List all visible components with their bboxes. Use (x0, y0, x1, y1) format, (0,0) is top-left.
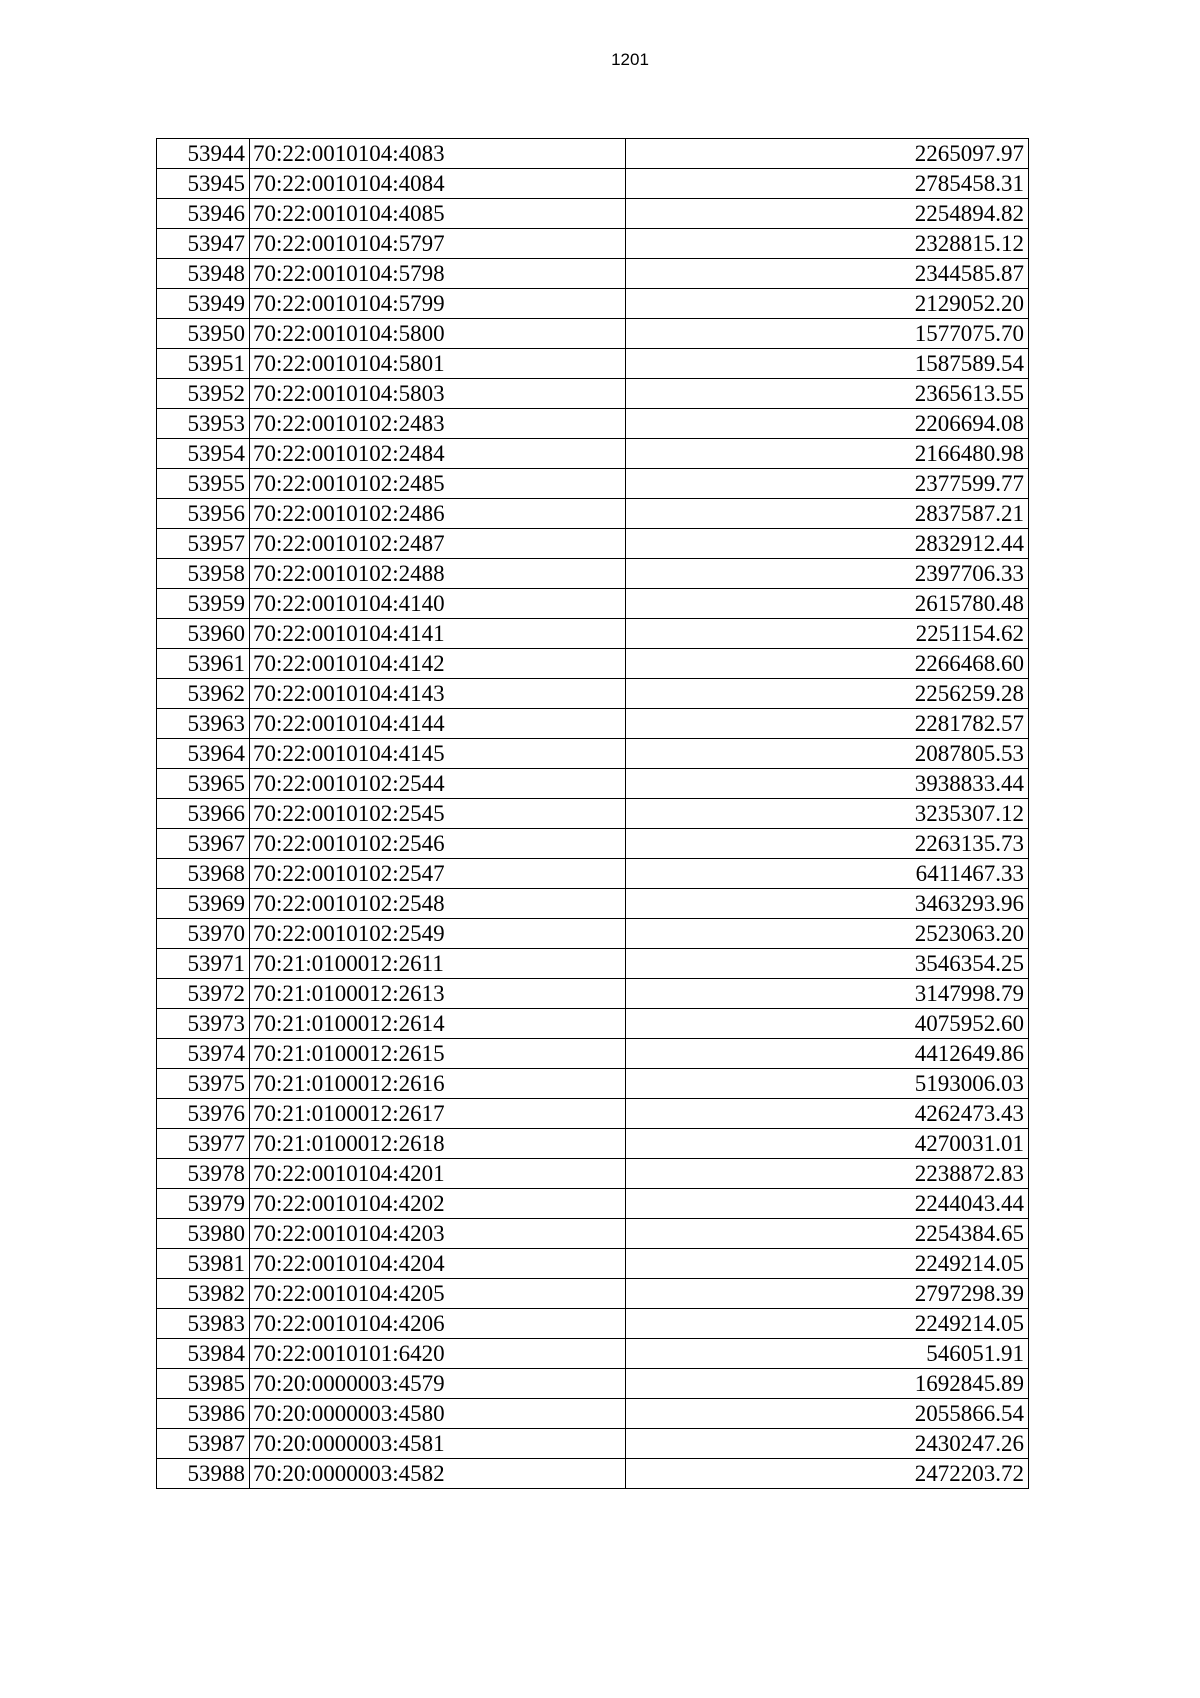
cadastral-number-cell: 70:21:0100012:2616 (250, 1069, 626, 1099)
cadastral-number-cell: 70:22:0010104:4083 (250, 139, 626, 169)
row-number-cell: 53973 (157, 1009, 250, 1039)
table-row (157, 1339, 1029, 1369)
row-number-cell: 53966 (157, 799, 250, 829)
table-row (157, 1039, 1029, 1069)
table-row (157, 139, 1029, 169)
cadastral-value-cell: 2254384.65 (626, 1219, 1029, 1249)
cadastral-number-cell: 70:22:0010102:2547 (250, 859, 626, 889)
cadastral-value-cell: 2206694.08 (626, 409, 1029, 439)
cadastral-number-cell: 70:20:0000003:4580 (250, 1399, 626, 1429)
cadastral-number-cell: 70:22:0010104:4202 (250, 1189, 626, 1219)
row-number-cell: 53946 (157, 199, 250, 229)
cadastral-value-cell: 2238872.83 (626, 1159, 1029, 1189)
row-number-cell: 53977 (157, 1129, 250, 1159)
cadastral-value-cell: 2837587.21 (626, 499, 1029, 529)
table-row (157, 919, 1029, 949)
cadastral-value-cell: 2087805.53 (626, 739, 1029, 769)
cadastral-number-cell: 70:22:0010104:4145 (250, 739, 626, 769)
row-number-cell: 53954 (157, 439, 250, 469)
table-row (157, 1459, 1029, 1489)
cadastral-value-cell: 3938833.44 (626, 769, 1029, 799)
cadastral-value-cell: 2251154.62 (626, 619, 1029, 649)
row-number-cell: 53972 (157, 979, 250, 1009)
row-number-cell: 53944 (157, 139, 250, 169)
table-row (157, 649, 1029, 679)
cadastral-value-cell: 2785458.31 (626, 169, 1029, 199)
cadastral-value-cell: 2472203.72 (626, 1459, 1029, 1489)
row-number-cell: 53960 (157, 619, 250, 649)
row-number-cell: 53984 (157, 1339, 250, 1369)
cadastral-value-cell: 3147998.79 (626, 979, 1029, 1009)
table-row (157, 409, 1029, 439)
table-row (157, 499, 1029, 529)
cadastral-value-cell: 6411467.33 (626, 859, 1029, 889)
cadastral-value-cell: 1577075.70 (626, 319, 1029, 349)
table-row (157, 1159, 1029, 1189)
row-number-cell: 53975 (157, 1069, 250, 1099)
table-row (157, 1369, 1029, 1399)
cadastral-number-cell: 70:22:0010104:4204 (250, 1249, 626, 1279)
cadastral-value-cell: 4262473.43 (626, 1099, 1029, 1129)
cadastral-number-cell: 70:22:0010102:2545 (250, 799, 626, 829)
cadastral-number-cell: 70:21:0100012:2618 (250, 1129, 626, 1159)
cadastral-value-cell: 2523063.20 (626, 919, 1029, 949)
row-number-cell: 53979 (157, 1189, 250, 1219)
cadastral-number-cell: 70:22:0010104:4205 (250, 1279, 626, 1309)
cadastral-number-cell: 70:22:0010104:4203 (250, 1219, 626, 1249)
table-row (157, 559, 1029, 589)
table-row (157, 859, 1029, 889)
row-number-cell: 53978 (157, 1159, 250, 1189)
cadastral-value-cell: 2377599.77 (626, 469, 1029, 499)
table-row (157, 949, 1029, 979)
row-number-cell: 53983 (157, 1309, 250, 1339)
row-number-cell: 53974 (157, 1039, 250, 1069)
row-number-cell: 53963 (157, 709, 250, 739)
table-row (157, 1279, 1029, 1309)
cadastral-value-cell: 2263135.73 (626, 829, 1029, 859)
row-number-cell: 53964 (157, 739, 250, 769)
cadastral-value-cell: 2166480.98 (626, 439, 1029, 469)
row-number-cell: 53958 (157, 559, 250, 589)
cadastral-value-cell: 2615780.48 (626, 589, 1029, 619)
row-number-cell: 53949 (157, 289, 250, 319)
table-row (157, 1429, 1029, 1459)
row-number-cell: 53965 (157, 769, 250, 799)
cadastral-value-table (156, 138, 1029, 1489)
cadastral-number-cell: 70:22:0010104:5797 (250, 229, 626, 259)
cadastral-value-cell: 2256259.28 (626, 679, 1029, 709)
row-number-cell: 53947 (157, 229, 250, 259)
table-row (157, 1189, 1029, 1219)
table-row (157, 259, 1029, 289)
cadastral-number-cell: 70:20:0000003:4581 (250, 1429, 626, 1459)
cadastral-number-cell: 70:22:0010102:2483 (250, 409, 626, 439)
cadastral-number-cell: 70:22:0010104:4143 (250, 679, 626, 709)
table-row (157, 619, 1029, 649)
cadastral-value-cell: 2249214.05 (626, 1249, 1029, 1279)
cadastral-value-cell: 4412649.86 (626, 1039, 1029, 1069)
table-row (157, 1009, 1029, 1039)
row-number-cell: 53969 (157, 889, 250, 919)
cadastral-number-cell: 70:22:0010104:5799 (250, 289, 626, 319)
table-row (157, 1069, 1029, 1099)
row-number-cell: 53948 (157, 259, 250, 289)
cadastral-value-cell: 4075952.60 (626, 1009, 1029, 1039)
cadastral-number-cell: 70:22:0010104:5800 (250, 319, 626, 349)
cadastral-value-cell: 2266468.60 (626, 649, 1029, 679)
cadastral-number-cell: 70:22:0010102:2485 (250, 469, 626, 499)
row-number-cell: 53953 (157, 409, 250, 439)
row-number-cell: 53970 (157, 919, 250, 949)
cadastral-number-cell: 70:22:0010101:6420 (250, 1339, 626, 1369)
row-number-cell: 53951 (157, 349, 250, 379)
table-row (157, 379, 1029, 409)
row-number-cell: 53985 (157, 1369, 250, 1399)
row-number-cell: 53945 (157, 169, 250, 199)
row-number-cell: 53987 (157, 1429, 250, 1459)
table-row (157, 1099, 1029, 1129)
cadastral-value-cell: 3546354.25 (626, 949, 1029, 979)
table-row (157, 1249, 1029, 1279)
cadastral-value-cell: 4270031.01 (626, 1129, 1029, 1159)
cadastral-number-cell: 70:22:0010102:2546 (250, 829, 626, 859)
table-row (157, 289, 1029, 319)
cadastral-value-cell: 2254894.82 (626, 199, 1029, 229)
cadastral-value-cell: 546051.91 (626, 1339, 1029, 1369)
row-number-cell: 53988 (157, 1459, 250, 1489)
cadastral-value-cell: 2249214.05 (626, 1309, 1029, 1339)
table-row (157, 1309, 1029, 1339)
table-body (157, 139, 1029, 1489)
cadastral-value-cell: 3463293.96 (626, 889, 1029, 919)
cadastral-value-cell: 2328815.12 (626, 229, 1029, 259)
cadastral-number-cell: 70:22:0010102:2486 (250, 499, 626, 529)
cadastral-number-cell: 70:22:0010104:4141 (250, 619, 626, 649)
row-number-cell: 53961 (157, 649, 250, 679)
cadastral-value-cell: 2244043.44 (626, 1189, 1029, 1219)
cadastral-number-cell: 70:22:0010104:5798 (250, 259, 626, 289)
cadastral-number-cell: 70:22:0010104:4142 (250, 649, 626, 679)
cadastral-number-cell: 70:22:0010104:4206 (250, 1309, 626, 1339)
row-number-cell: 53976 (157, 1099, 250, 1129)
cadastral-value-cell: 2281782.57 (626, 709, 1029, 739)
table-row (157, 229, 1029, 259)
table-row (157, 679, 1029, 709)
cadastral-value-cell: 1587589.54 (626, 349, 1029, 379)
cadastral-value-cell: 2055866.54 (626, 1399, 1029, 1429)
row-number-cell: 53967 (157, 829, 250, 859)
cadastral-number-cell: 70:21:0100012:2614 (250, 1009, 626, 1039)
table-row (157, 529, 1029, 559)
row-number-cell: 53955 (157, 469, 250, 499)
table-row (157, 319, 1029, 349)
cadastral-number-cell: 70:22:0010102:2549 (250, 919, 626, 949)
cadastral-value-cell: 2430247.26 (626, 1429, 1029, 1459)
cadastral-value-cell: 1692845.89 (626, 1369, 1029, 1399)
table-row (157, 169, 1029, 199)
cadastral-number-cell: 70:21:0100012:2617 (250, 1099, 626, 1129)
cadastral-number-cell: 70:22:0010104:5801 (250, 349, 626, 379)
page-number: 1201 (611, 50, 649, 69)
table-row (157, 349, 1029, 379)
table-row (157, 709, 1029, 739)
table-row (157, 589, 1029, 619)
cadastral-value-cell: 2129052.20 (626, 289, 1029, 319)
row-number-cell: 53957 (157, 529, 250, 559)
row-number-cell: 53971 (157, 949, 250, 979)
cadastral-number-cell: 70:20:0000003:4579 (250, 1369, 626, 1399)
row-number-cell: 53959 (157, 589, 250, 619)
cadastral-number-cell: 70:21:0100012:2611 (250, 949, 626, 979)
cadastral-number-cell: 70:22:0010104:4140 (250, 589, 626, 619)
cadastral-number-cell: 70:22:0010104:4201 (250, 1159, 626, 1189)
cadastral-number-cell: 70:20:0000003:4582 (250, 1459, 626, 1489)
row-number-cell: 53956 (157, 499, 250, 529)
table-row (157, 1219, 1029, 1249)
table-row (157, 889, 1029, 919)
cadastral-value-cell: 2397706.33 (626, 559, 1029, 589)
table-row (157, 1129, 1029, 1159)
row-number-cell: 53952 (157, 379, 250, 409)
row-number-cell: 53982 (157, 1279, 250, 1309)
row-number-cell: 53962 (157, 679, 250, 709)
cadastral-number-cell: 70:21:0100012:2615 (250, 1039, 626, 1069)
cadastral-number-cell: 70:22:0010102:2544 (250, 769, 626, 799)
row-number-cell: 53981 (157, 1249, 250, 1279)
cadastral-value-cell: 2265097.97 (626, 139, 1029, 169)
cadastral-number-cell: 70:21:0100012:2613 (250, 979, 626, 1009)
table-row (157, 469, 1029, 499)
cadastral-number-cell: 70:22:0010104:4085 (250, 199, 626, 229)
cadastral-number-cell: 70:22:0010102:2484 (250, 439, 626, 469)
table-row (157, 769, 1029, 799)
cadastral-value-cell: 5193006.03 (626, 1069, 1029, 1099)
cadastral-number-cell: 70:22:0010102:2488 (250, 559, 626, 589)
table-row (157, 1399, 1029, 1429)
cadastral-number-cell: 70:22:0010104:5803 (250, 379, 626, 409)
table-row (157, 979, 1029, 1009)
table-row (157, 199, 1029, 229)
cadastral-value-cell: 2832912.44 (626, 529, 1029, 559)
cadastral-value-cell: 2365613.55 (626, 379, 1029, 409)
table-row (157, 829, 1029, 859)
cadastral-number-cell: 70:22:0010104:4144 (250, 709, 626, 739)
cadastral-value-cell: 3235307.12 (626, 799, 1029, 829)
row-number-cell: 53986 (157, 1399, 250, 1429)
cadastral-number-cell: 70:22:0010104:4084 (250, 169, 626, 199)
row-number-cell: 53968 (157, 859, 250, 889)
cadastral-number-cell: 70:22:0010102:2487 (250, 529, 626, 559)
row-number-cell: 53950 (157, 319, 250, 349)
table-row (157, 439, 1029, 469)
row-number-cell: 53980 (157, 1219, 250, 1249)
cadastral-value-cell: 2797298.39 (626, 1279, 1029, 1309)
cadastral-number-cell: 70:22:0010102:2548 (250, 889, 626, 919)
table-row (157, 739, 1029, 769)
cadastral-value-cell: 2344585.87 (626, 259, 1029, 289)
table-row (157, 799, 1029, 829)
